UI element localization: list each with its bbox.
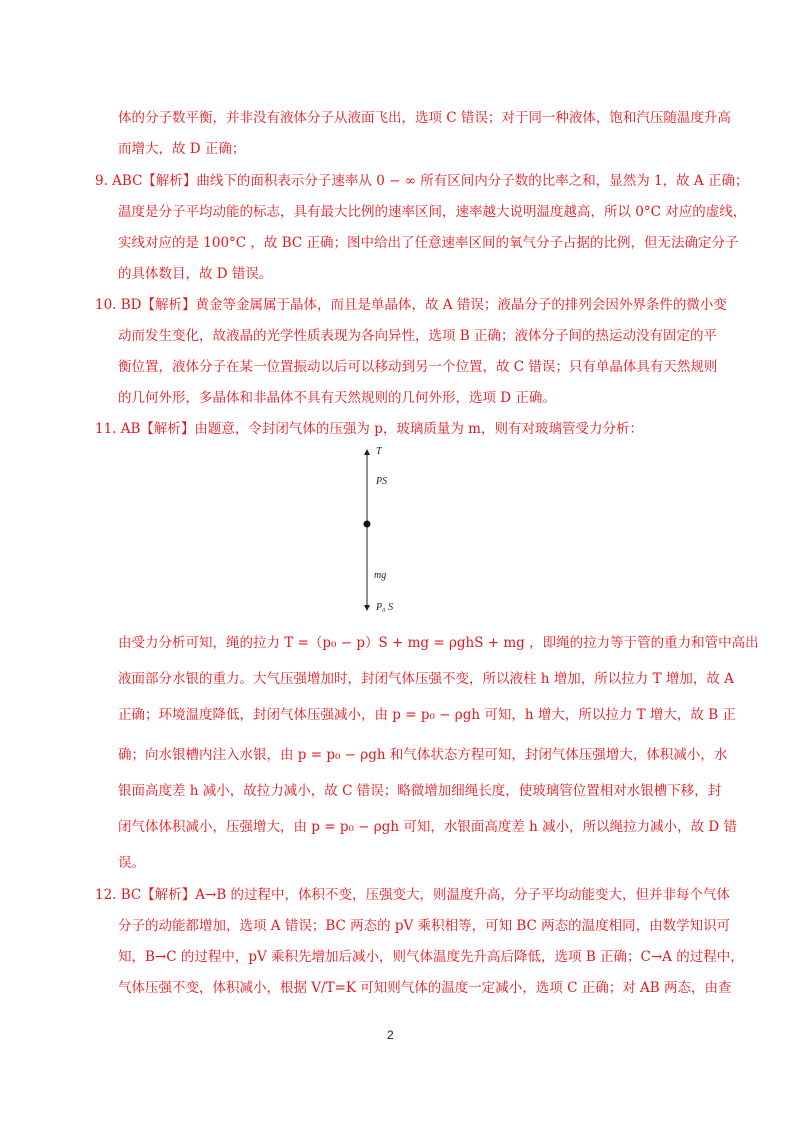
- text-line: 银面高度差 h 减小，故拉力减小，故 C 错误；略微增加细绳长度，使玻璃管位置相对水银槽下移，封: [118, 783, 722, 799]
- label-P0S: P₀ S: [376, 602, 394, 613]
- text-line: 气体压强不变，体积减小，根据 V/T=K 可知则气体的温度一定减小，选项 C 正确；对 AB 两态，由查: [118, 980, 732, 996]
- text-line: 的几何外形，多晶体和非晶体不具有天然规则的几何外形，选项 D 正确。: [118, 390, 556, 406]
- text-line: 知，B→C 的过程中，pV 乘积先增加后减小，则气体温度先升高后降低，选项 B 正确；C→A 的过程中，: [118, 949, 744, 965]
- label-T: T: [376, 446, 382, 457]
- text-line: 而增大，故 D 正确；: [118, 141, 246, 157]
- text-line: 由受力分析可知，绳的拉力 T =（p₀ − p）S + mg = ρghS + mg ，即绳的拉力等于管的重力和管中高出: [118, 635, 759, 651]
- text-line: 动而发生变化，故液晶的光学性质表现为各向异性，选项 B 正确；液体分子间的热运动没有固定的平: [118, 328, 718, 344]
- text-line: 衡位置，液体分子在某一位置振动以后可以移动到另一个位置，故 C 错误；只有单晶体具有天然规则: [118, 359, 718, 375]
- answer-11-line: 11. AB【解析】由题意，令封闭气体的压强为 p，玻璃质量为 m，则有对玻璃管受力分析：: [95, 421, 643, 437]
- text-line: 确；向水银槽内注入水银，由 p = p₀ − ρgh 和气体状态方程可知，封闭气体压强增大，体积减小，水: [118, 747, 728, 763]
- text-line: 分子的动能都增加，选项 A 错误；BC 两态的 pV 乘积相等，可知 BC 两态的温度相同，由数学知识可: [118, 918, 731, 934]
- text-line: 正确；环境温度降低，封闭气体压强减小，由 p = p₀ − ρgh 可知，h 增大，所以拉力 T 增大，故 B 正: [118, 707, 736, 723]
- answer-12-line: 12. BC【解析】A→B 的过程中，体积不变，压强变大，则温度升高，分子平均动能变大，但并非每个气体: [95, 887, 731, 903]
- answer-9-line: 9. ABC【解析】曲线下的面积表示分子速率从 0 − ∞ 所有区间内分子数的比率之和，显然为 1，故 A 正确；: [95, 173, 749, 189]
- text-line: 体的分子数平衡，并非没有液体分子从液面飞出，选项 C 错误；对于同一种液体，饱和汽压随温度升高: [118, 110, 731, 126]
- text-line: 温度是分子平均动能的标志，具有最大比例的速率区间，速率越大说明温度越高，所以 0°C 对应的虚线，: [118, 204, 747, 220]
- text-line: 闭气体体积减小，压强增大，由 p = p₀ − ρgh 可知，水银面高度差 h 减小，所以绳拉力减小，故 D 错: [118, 819, 738, 835]
- label-PS: PS: [376, 476, 388, 487]
- text-line: 液面部分水银的重力。大气压强增加时，封闭气体压强不变，所以液柱 h 增加，所以拉力 T 增加，故 A: [118, 671, 734, 687]
- page-number: 2: [387, 1028, 394, 1042]
- label-mg: mg: [374, 570, 387, 581]
- answer-10-line: 10. BD【解析】黄金等金属属于晶体，而且是单晶体，故 A 错误；液晶分子的排列会因外界条件的微小变: [95, 297, 727, 313]
- text-line: 误。: [118, 855, 145, 871]
- text-line: 实线对应的是 100°C ，故 BC 正确；图中给出了任意速率区间的氧气分子占据的比例，但无法确定分子: [118, 235, 739, 251]
- force-diagram: [340, 438, 440, 618]
- text-line: 的具体数目，故 D 错误。: [118, 266, 273, 282]
- point-mass-icon: [364, 521, 371, 528]
